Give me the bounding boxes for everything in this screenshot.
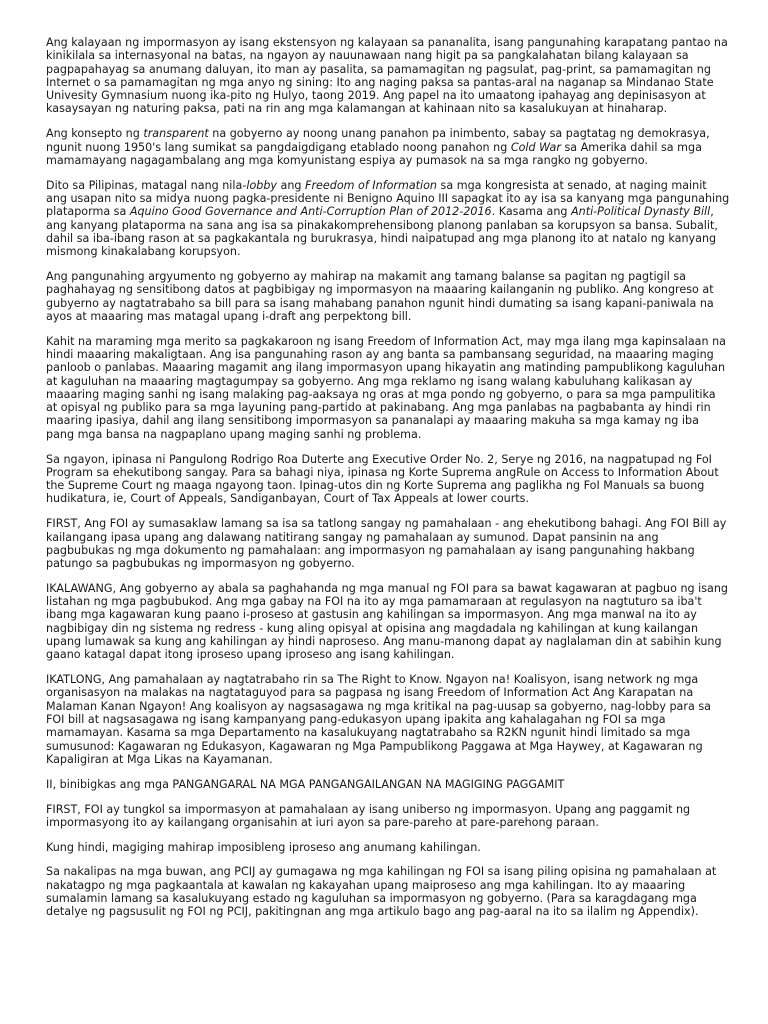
paragraph-9-text: IKATLONG, Ang pamahalaan ay nagtatrabaho rin sa The Right to Know. Ngayon na! Koalisyon, isang network ng mga organisasyon na malakas na nagtataguyod para sa pagpasa ng isang Freedom of Information Act Ang Karapatan na Malaman Kanan Ngayon! Ang koalisyon ay nagsasagawa ng mga kritikal na pag-uusap sa gobyerno, nag-lobby para sa FOI bill at nagsasagawa ng isang kampanyang pang-edukasyon upang ipakita ang kahalagahan ng FOI sa mga mamamayan. Kasama sa mga Departamento na kasalukuyang nagtatrabaho sa R2KN ngunit hindi limitado sa mga sumusunod: Kagawaran ng Edukasyon, Kagawaran ng Mga Pampublikong Paggawa at Mga Haywey, at Kagawaran ng Kapaligiran at Mga Likas na Kayamanan.: [46, 673, 711, 766]
paragraph-12: [46, 841, 730, 854]
paragraph-3-italic-term: Aquino Good Governance and Anti-Corruption Plan of 2012-2016: [129, 205, 492, 219]
paragraph-3: [46, 179, 730, 259]
paragraph-13: [46, 865, 730, 918]
paragraph-3-text: sa mga kongresista at senado, at naging mainit ang usapan nito sa midya nuong pagka-presidente ni Benigno Aquino III sapagkat ito ay isa sa kanyang mga pangunahing plataporma sa: [46, 178, 730, 219]
paragraph-3-italic-term: lobby: [246, 178, 277, 192]
paragraph-5: [46, 335, 730, 441]
paragraph-1-text: Ang kalayaan ng impormasyon ay isang ekstensyon ng kalayaan sa pananalita, isang pangunahing karapatang pantao na kinikilala sa internasyonal na batas, na ngayon ay nauunawaan nang higit pa sa pangkalahatan bilang kalayaan sa pagpapahayag sa anumang daluyan, ito man ay pasalita, sa pamamagitan ng pagsulat, pag-print, sa pamamagitan ng Internet o sa pamamagitan ng mga anyo ng sining: Ito ang naging paksa sa pantas-aral na naganap sa Mindanao State Univesity Gymnasium nuong ika-pito ng Hulyo, taong 2019. Ang papel na ito umaatong ipahayag ang depinisasyon at kasaysayan ng naturing paksa, pati na rin ang mga kalamangan at kahinaan nito sa kasalukuyan at hinaharap.: [46, 36, 728, 116]
paragraph-2-italic-term: Cold War: [510, 140, 561, 154]
paragraph-4: [46, 270, 730, 323]
paragraph-8: [46, 582, 730, 662]
paragraph-6-text: Sa ngayon, ipinasa ni Pangulong Rodrigo Roa Duterte ang Executive Order No. 2, Serye ng 2016, na nagpatupad ng FoI Program sa ehekutibong sangay. Para sa bahagi niya, ipinasa ng Korte Suprema angRule on Access to Information About the Supreme Court ng maaga ngayong taon. Ipinag-utos din ng Korte Suprema ang paglikha ng FoI Manuals sa buong hudikatura, ie, Court of Appeals, Sandiganbayan, Court of Tax Appeals at lower courts.: [46, 452, 719, 506]
paragraph-3-italic-term: Freedom of Information: [305, 178, 437, 192]
paragraph-6: [46, 453, 730, 506]
paragraph-1: [46, 36, 730, 116]
paragraph-2-text: na gobyerno ay noong unang panahon pa inimbento, sabay sa pagtatag ng demokrasya, ngunit nuong 1950's lang sumikat sa pangdaigdigang etablado noong panahon ng: [46, 127, 710, 154]
paragraph-2-text: Ang konsepto ng: [46, 127, 144, 141]
paragraph-7-text: FIRST, Ang FOI ay sumasaklaw lamang sa isa sa tatlong sangay ng pamahalaan - ang ehekutibong bahagi. Ang FOI Bill ay kailangang ipasa upang ang dalawang natitirang sangay ng pamahalaan ay sumunod. Dapat pansinin na ang pagbubukas ng mga dokumento ng pamahalaan: ang impormasyon ng pamahalaan ay isang pangunahing hakbang patungo sa pagbubukas ng impormasyon ng gobyerno.: [46, 517, 727, 571]
paragraph-12-text: Kung hindi, magiging mahirap imposibleng iproseso ang anumang kahilingan.: [46, 840, 481, 854]
paragraph-2-text: sa Amerika dahil sa mga mamamayang nagagambalang ang mga komyunistang espiya ay pumasok na sa mga rangko ng gobyerno.: [46, 140, 702, 167]
paragraph-5-text: Kahit na maraming mga merito sa pagkakaroon ng isang Freedom of Information Act, may mga ilang mga kapinsalaan na hindi maaaring makaligtaan. Ang isa pangunahing rason ay ang banta sa pambansang seguridad, na maaaring maging panloob o panlabas. Maaaring magamit ang ilang impormasyon upang hikayatin ang matinding pampublikong kaguluhan at kaguluhan na maaaring magtagumpay sa gobyerno. Ang mga reklamo ng isang walang kabuluhang kalikasan ay maaaring maging sanhi ng isang malaking pag-aaksaya ng oras at mga pondo ng gobyerno, o para sa mga pampulitika at opisyal ng publiko para sa mga layuning pang-partido at pakinabang. Ang mga panlabas na pagbabanta ay hindi rin maaring ipasiya, dahil ang ilang sensitibong impormasyon sa pananalapi ay maaaring makuha sa mga kamay ng iba pang mga bansa na nagpaplano upang maging sanhi ng problema.: [46, 334, 726, 441]
section-heading-text: II, binibigkas ang mga PANGANGARAL NA MGA PANGANGAILANGAN NA MAGIGING PAGGAMIT: [46, 777, 565, 791]
paragraph-11: [46, 803, 730, 830]
section-heading: [46, 778, 730, 791]
paragraph-2-italic-term: transparent: [143, 127, 209, 141]
paragraph-3-text: Dito sa Pilipinas, matagal nang nila-: [46, 178, 247, 192]
paragraph-7: [46, 517, 730, 570]
paragraph-13-text: Sa nakalipas na mga buwan, ang PCIJ ay gumagawa ng mga kahilingan ng FOI sa isang piling opisina ng pamahalaan at nakatagpo ng mga pagkaantala at kawalan ng kakayahan upang maiproseso ang mga kahilingan. Ito ay maaaring sumalamin lamang sa kasalukuyang estado ng kaguluhan sa impormasyon ng gobyerno. (Para sa karagdagang mga detalye ng pagsusulit ng FOI ng PCIJ, pakitingnan ang mga artikulo bago ang pag-aaral na ito sa ilalim ng Appendix).: [46, 865, 717, 919]
paragraph-2: [46, 127, 730, 167]
paragraph-3-italic-term: Anti-Political Dynasty Bill: [571, 205, 711, 219]
paragraph-3-text: . Kasama ang: [491, 205, 572, 219]
paragraph-9: [46, 673, 730, 766]
paragraph-11-text: FIRST, FOI ay tungkol sa impormasyon at pamahalaan ay isang uniberso ng impormasyon. Upang ang paggamit ng impormasyong ito ay kailangang organisahin at iuri ayon sa pare-pareho at pare-parehong paraan.: [46, 802, 691, 829]
paragraph-3-text: , ang kanyang plataporma na sana ang isa sa pinakakomprehensibong planong panlaban sa korupsyon sa bansa. Subalit, dahil sa iba-ibang rason at sa pagkakantala ng burukrasya, hindi naipatupad ang mga planong ito at natalo ng kanyang mismong kinakalabang korupsyon.: [46, 205, 718, 259]
paragraph-8-text: IKALAWANG, Ang gobyerno ay abala sa paghahanda ng mga manual ng FOI para sa bawat kagawaran at pagbuo ng isang listahan ng mga pagbubukod. Ang mga gabay na FOI na ito ay mga pamamaraan at regulasyon na nagtuturo sa iba't ibang mga kagawaran kung paano i-proseso at gastusin ang kahilingan sa impormasyon. Ang mga manwal na ito ay nagbibigay din ng sistema ng redress - kung aling opisyal at opisina ang magdadala ng kahilingan at kung kailangan upang lumawak sa kung ang kahilingan ay hindi naproseso. Ang manu-manong dapat ay naglalaman din at sabihin kung gaano katagal dapat itong iproseso upang iproseso ang isang kahilingan.: [46, 581, 728, 662]
paragraph-4-text: Ang pangunahing argyumento ng gobyerno ay mahirap na makamit ang tamang balanse sa pagitan ng pagtigil sa paghahayag ng sensitibong datos at pagbibigay ng impormasyon na maaaring kailanganin ng publiko. Ang kongreso at gubyerno ay nagtatrabaho sa bill para sa isang mahabang panahon ngunit hindi dumating sa isang kapani-paniwala na ayos at maaaring mas matagal upang i-draft ang perpektong bill.: [46, 269, 714, 323]
paragraph-3-text: ang: [277, 178, 306, 192]
